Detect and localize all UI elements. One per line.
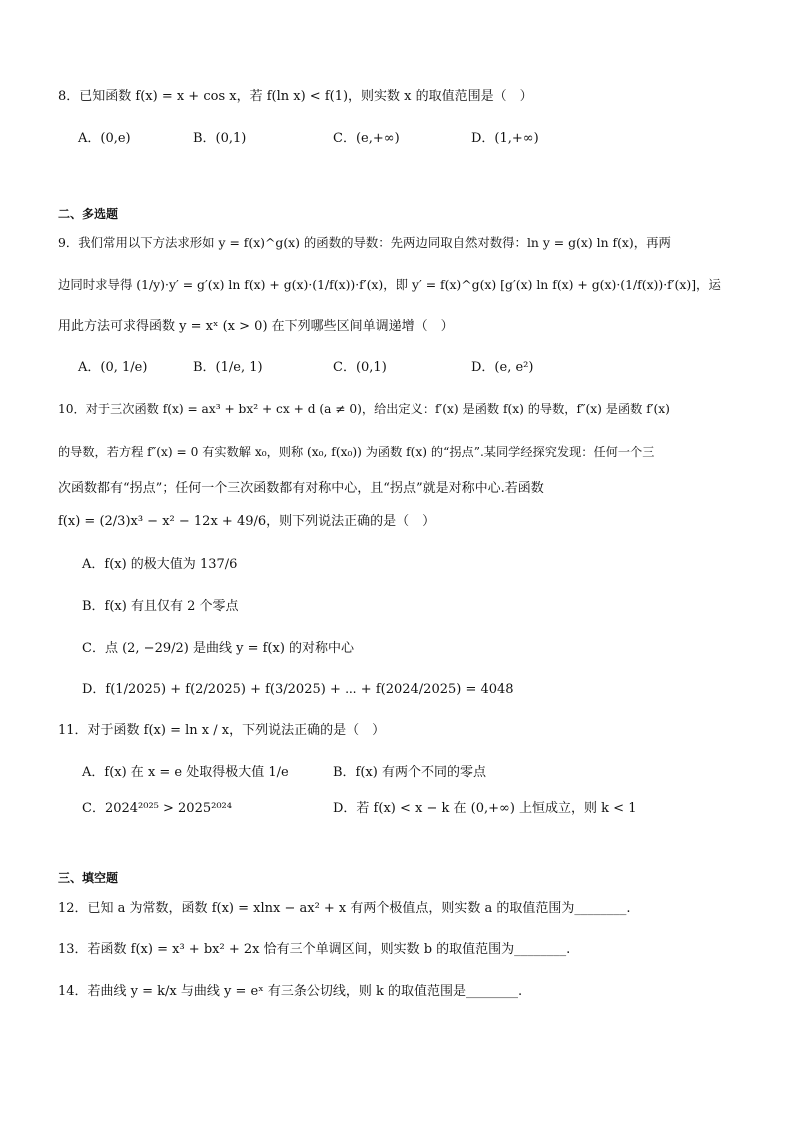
q10-option-a: A．f(x) 的极大值为 137/6: [82, 557, 238, 572]
section-fill-in-title: 三、填空题: [58, 871, 119, 885]
q11-option-b: B．f(x) 有两个不同的零点: [333, 765, 486, 780]
q10-line3: 次函数都有“拐点”；任何一个三次函数都有对称中心，且“拐点”就是对称中心.若函数: [58, 481, 544, 496]
q8-option-d: D．(1,+∞): [471, 131, 539, 146]
q10-line2: 的导数，若方程 f″(x) = 0 有实数解 x₀，则称 (x₀, f(x₀)) 为函数 f(x) 的“拐点”.某同学经探究发现：任何一个三: [58, 445, 655, 459]
q9-line3: 用此方法可求得函数 y = xˣ (x > 0) 在下列哪些区间单调递增（ ）: [58, 319, 454, 334]
q12-stem: 12．已知 a 为常数，函数 f(x) = xlnx − ax² + x 有两个极值点，则实数 a 的取值范围为________.: [58, 901, 631, 916]
q9-option-c: C．(0,1): [333, 360, 387, 375]
q13-stem: 13．若函数 f(x) = x³ + bx² + 2x 恰有三个单调区间，则实数 b 的取值范围为________.: [58, 942, 571, 957]
q10-option-b: B．f(x) 有且仅有 2 个零点: [82, 599, 239, 614]
q14-stem: 14．若曲线 y = k/x 与曲线 y = eˣ 有三条公切线，则 k 的取值范围是________.: [58, 984, 523, 999]
q8-option-a: A．(0,e): [78, 131, 131, 146]
q11-option-a: A．f(x) 在 x = e 处取得极大值 1/e: [82, 765, 289, 780]
q10-option-c: C．点 (2, −29/2) 是曲线 y = f(x) 的对称中心: [82, 641, 355, 656]
q11-option-d: D．若 f(x) < x − k 在 (0,+∞) 上恒成立，则 k < 1: [333, 801, 637, 816]
q8-option-c: C．(e,+∞): [333, 131, 400, 146]
q11-stem: 11．对于函数 f(x) = ln x / x，下列说法正确的是（ ）: [58, 723, 386, 738]
q9-option-d: D．(e, e²): [471, 360, 534, 375]
section-multiple-choice-title: 二、多选题: [58, 207, 119, 221]
q9-option-a: A．(0, 1/e): [78, 360, 148, 375]
q10-line1: 10．对于三次函数 f(x) = ax³ + bx² + cx + d (a ≠ 0)，给出定义：f′(x) 是函数 f(x) 的导数，f″(x) 是函数 f′(x): [58, 402, 670, 416]
q10-line4: f(x) = (2/3)x³ − x² − 12x + 49/6，则下列说法正确的是（ ）: [58, 514, 436, 529]
q8-stem: 8．已知函数 f(x) = x + cos x，若 f(ln x) < f(1)，则实数 x 的取值范围是（ ）: [58, 89, 533, 104]
q9-line1: 9．我们常用以下方法求形如 y = f(x)^g(x) 的函数的导数：先两边同取自然对数得：ln y = g(x) ln f(x)，再两: [58, 235, 671, 250]
q9-line2: 边同时求导得 (1/y)·y′ = g′(x) ln f(x) + g(x)·(1/f(x))·f′(x)，即 y′ = f(x)^g(x) [g′(x) ln f(x) + g(x)·(1/f(x))·f′(x)]，运: [58, 277, 721, 292]
q10-option-d: D．f(1/2025) + f(2/2025) + f(3/2025) + ⋯ + f(2024/2025) = 4048: [82, 682, 514, 697]
q8-option-b: B．(0,1): [193, 131, 247, 146]
q9-option-b: B．(1/e, 1): [193, 360, 263, 375]
q11-option-c: C．2024²⁰²⁵ > 2025²⁰²⁴: [82, 801, 232, 816]
